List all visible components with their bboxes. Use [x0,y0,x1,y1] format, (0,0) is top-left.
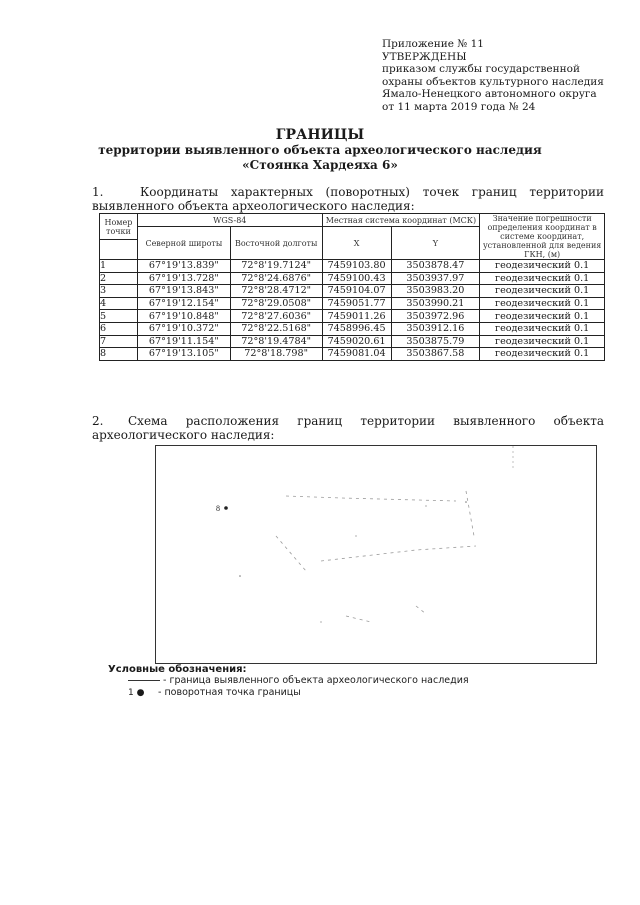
longitude-cell: 72°8'19.7124" [230,260,322,273]
legend-title: Условные обозначения: [108,664,247,675]
table-row [100,297,605,310]
latitude-cell: 67°19'10.372" [137,322,230,335]
section-number: 1. [92,185,104,199]
boundary-scheme-map [155,445,597,664]
coord-x-cell: 7459103.80 [322,260,391,273]
section-2-text [92,414,604,442]
boundary-line-symbol [128,680,160,681]
longitude-cell: 72°8'27.6036" [230,310,322,323]
point-number-cell: 7 [100,335,138,348]
coord-x-cell: 7459100.43 [322,272,391,285]
coord-x-cell: 7458996.45 [322,322,391,335]
section-number: 2. [92,414,104,428]
longitude-cell: 72°8'28.4712" [230,285,322,298]
header-error: Значение погрешности определения координат в системе координат, установленной для ведения ГКН, (м) [480,214,605,260]
approval-line: охраны объектов культурного наследия [382,75,604,88]
latitude-cell: 67°19'13.839" [137,260,230,273]
coord-x-cell: 7459020.61 [322,335,391,348]
error-value-cell: геодезический 0.1 [480,322,605,335]
legend-point [128,687,301,698]
approval-line: от 11 марта 2019 года № 24 [382,100,536,113]
longitude-cell: 72°8'29.0508" [230,297,322,310]
table-row [100,348,605,361]
point-label: 8 [216,504,220,513]
legend-point-text: - поворотная точка границы [158,687,301,698]
point-number-cell: 3 [100,285,138,298]
doc-title: ГРАНИЦЫ [275,127,365,143]
approval-line: Ямало-Ненецкого автономного округа [382,88,597,101]
error-value-cell: геодезический 0.1 [480,348,605,361]
coord-x-cell: 7459051.77 [322,297,391,310]
error-value-cell: геодезический 0.1 [480,272,605,285]
point-number-cell: 5 [100,310,138,323]
faint-boundary-traces [276,491,476,622]
point-number-cell: 8 [100,348,138,361]
coord-y-cell: 3503937.97 [391,272,480,285]
legend-boundary-text: - граница выявленного объекта археологического наследия [163,675,469,686]
header-point-spacer [100,240,138,260]
point-number-cell: 2 [100,272,138,285]
longitude-cell: 72°8'22.5168" [230,322,322,335]
latitude-cell: 67°19'13.728" [137,272,230,285]
longitude-cell: 72°8'18.798" [230,348,322,361]
header-east-longitude: Восточной долготы [230,227,322,260]
coord-x-cell: 7459011.26 [322,310,391,323]
error-value-cell: геодезический 0.1 [480,310,605,323]
longitude-cell: 72°8'24.6876" [230,272,322,285]
approval-block [382,38,617,114]
header-wgs84: WGS-84 [137,214,322,227]
coordinates-body [100,260,605,361]
table-row [100,272,605,285]
header-north-latitude: Северной широты [137,227,230,260]
section-body: Координаты характерных (поворотных) точек границ территории выявленного объекта археологического наследия: [92,185,604,213]
coord-y-cell: 3503875.79 [391,335,480,348]
table-row [100,322,605,335]
coord-y-cell: 3503983.20 [391,285,480,298]
boundary-point-marker [224,506,228,510]
coord-x-cell: 7459104.07 [322,285,391,298]
coord-y-cell: 3503972.96 [391,310,480,323]
site-name: «Стоянка Хардеяха 6» [242,158,398,172]
table-row [100,285,605,298]
error-value-cell: геодезический 0.1 [480,335,605,348]
approval-line: УТВЕРЖДЕНЫ [382,50,467,63]
coord-y-cell: 3503878.47 [391,260,480,273]
longitude-cell: 72°8'19.4784" [230,335,322,348]
table-row [100,310,605,323]
error-value-cell: геодезический 0.1 [480,297,605,310]
point-number-cell: 1 [100,260,138,273]
point-number-cell: 6 [100,322,138,335]
section-body: Схема расположения границ территории выявленного объекта археологического наследия: [92,414,604,442]
coord-y-cell: 3503990.21 [391,297,480,310]
table-row [100,335,605,348]
latitude-cell: 67°19'11.154" [137,335,230,348]
approval-line: Приложение № 11 [382,38,484,50]
point-symbol: 1 ● [128,688,145,698]
scheme-drawing [156,446,596,663]
header-point-number: Номер точки [100,214,138,240]
latitude-cell: 67°19'10.848" [137,310,230,323]
coordinates-table [99,213,605,361]
latitude-cell: 67°19'13.843" [137,285,230,298]
table-row [100,260,605,273]
header-y: Y [391,227,480,260]
latitude-cell: 67°19'13.105" [137,348,230,361]
coord-y-cell: 3503912.16 [391,322,480,335]
error-value-cell: геодезический 0.1 [480,285,605,298]
section-1-text [92,185,604,213]
latitude-cell: 67°19'12.154" [137,297,230,310]
header-x: X [322,227,391,260]
point-symbol-number: 1 [128,688,134,698]
error-value-cell: геодезический 0.1 [480,260,605,273]
point-number-cell: 4 [100,297,138,310]
coord-y-cell: 3503867.58 [391,348,480,361]
legend-boundary [128,675,469,686]
coord-x-cell: 7459081.04 [322,348,391,361]
approval-line: приказом службы государственной [382,63,580,76]
header-local-system: Местная система координат (МСК) [322,214,480,227]
doc-subtitle: территории выявленного объекта археологического наследия [98,143,542,157]
faint-dots [239,501,467,622]
